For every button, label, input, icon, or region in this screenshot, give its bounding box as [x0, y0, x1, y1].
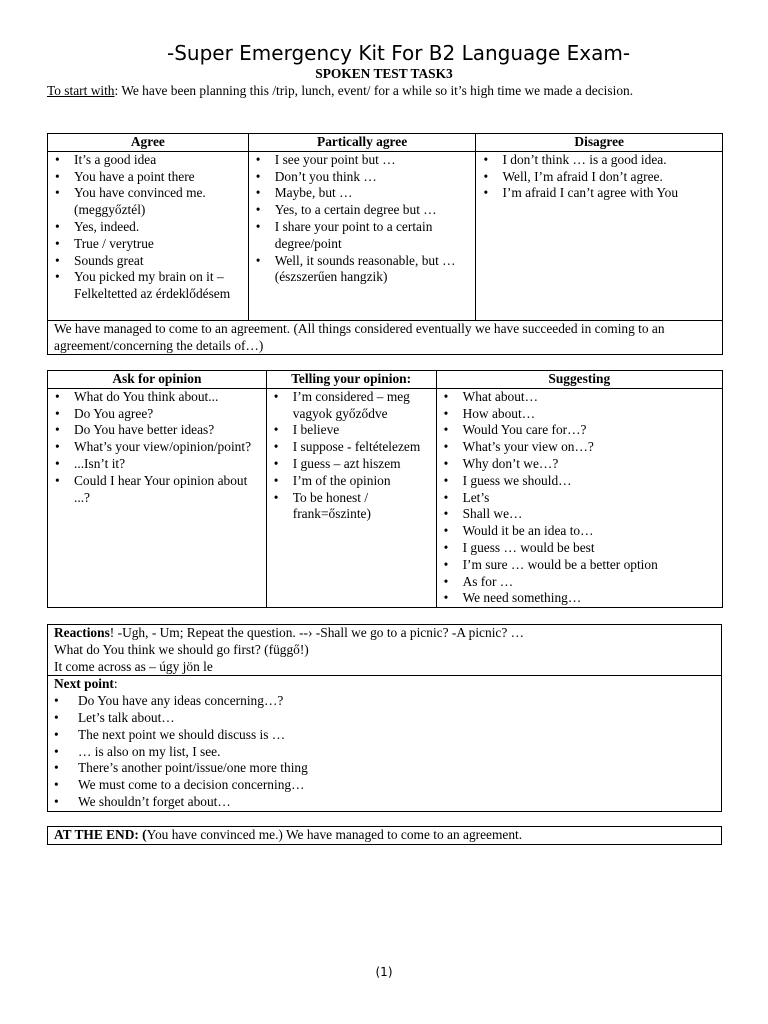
page-title: -Super Emergency Kit For B2 Language Exam- [167, 41, 631, 65]
list-item: • I’m considered – meg vagyok győződve [270, 389, 433, 423]
header-ask-for-opinion: Ask for opinion [48, 371, 267, 389]
list-item: • You picked my brain on it – Felkeltetted az érdeklődésem [51, 269, 245, 303]
agreement-table [47, 133, 723, 355]
list-item: • Why don’t we…? [440, 456, 719, 473]
list-item: • We need something… [440, 590, 719, 607]
list-item: • I don’t think … is a good idea. [479, 152, 719, 169]
list-item: • Do You agree? [51, 406, 263, 423]
list-item: • Sounds great [51, 253, 245, 270]
agreement-footer: We have managed to come to an agreement. (All things considered eventually we have succeeded in coming to an agreement/concerning the details of…) [48, 320, 723, 355]
list-item: • I see your point but … [252, 152, 473, 169]
list-item: • It’s a good idea [51, 152, 245, 169]
list-item: • The next point we should discuss is … [54, 727, 715, 744]
list-item: • We shouldn’t forget about… [54, 794, 715, 811]
list-item: • To be honest / frank=őszinte) [270, 490, 433, 524]
header-partially-agree: Partically agree [248, 134, 476, 152]
list-item: • Could I hear Your opinion about ...? [51, 473, 263, 507]
list-item: • We must come to a decision concerning… [54, 777, 715, 794]
next-point-heading: Next point: [54, 676, 118, 692]
list-item: • What’s your view/opinion/point? [51, 439, 263, 456]
partial-cell [248, 151, 476, 320]
list-item: • Do You have better ideas? [51, 422, 263, 439]
list-item: • Yes, to a certain degree but … [252, 202, 473, 219]
list-item: • You have convinced me. (meggyőztél) [51, 185, 245, 219]
reactions-line-3: It come across as – úgy jön le [54, 658, 213, 674]
header-suggesting: Suggesting [436, 371, 722, 389]
list-item: • What about… [440, 389, 719, 406]
list-item: • True / verytrue [51, 236, 245, 253]
page-number: (1) [375, 965, 393, 979]
reactions-line-2: What do You think we should go first? (függő!) [54, 641, 309, 657]
reactions-section [48, 625, 721, 675]
list-item: • I suppose - feltételezem [270, 439, 433, 456]
disagree-cell [476, 151, 723, 320]
list-item: • Shall we… [440, 506, 719, 523]
opinion-table [47, 370, 723, 608]
list-item: • What’s your view on…? [440, 439, 719, 456]
reactions-text: ! -Ugh, - Um; Repeat the question. --› -Shall we go to a picnic? -A picnic? … [109, 625, 525, 640]
list-item: • ...Isn’t it? [51, 456, 263, 473]
list-item: • What do You think about... [51, 389, 263, 406]
list-item: • Well, it sounds reasonable, but … (észszerűen hangzik) [252, 253, 473, 287]
list-item: • Let’s [440, 490, 719, 507]
list-item: • Would it be an idea to… [440, 523, 719, 540]
agree-cell [48, 151, 249, 320]
list-item: • I guess we should… [440, 473, 719, 490]
telling-cell [266, 388, 436, 607]
list-item: • Let’s talk about… [54, 710, 715, 727]
at-the-end-box [47, 826, 722, 845]
page-subtitle: SPOKEN TEST TASK3 [315, 66, 453, 81]
list-item: • Would You care for…? [440, 422, 719, 439]
intro-paragraph [47, 83, 727, 100]
reactions-line-1 [54, 625, 715, 642]
reactions-label: Reactions [54, 625, 110, 640]
list-item: • As for … [440, 574, 719, 591]
list-item: • You have a point there [51, 169, 245, 186]
list-item: • Do You have any ideas concerning…? [54, 693, 715, 710]
header-agree: Agree [48, 134, 249, 152]
list-item: • I guess – azt hiszem [270, 456, 433, 473]
list-item: • There’s another point/issue/one more thing [54, 760, 715, 777]
intro-label: To start with [47, 83, 115, 98]
intro-text: : We have been planning this /trip, lunch, event/ for a while so it’s high time we made a decision. [114, 83, 634, 98]
at-the-end-text: You have convinced me.) We have managed to come to an agreement. [146, 827, 523, 842]
next-point-label: Next point [54, 676, 114, 692]
next-point-section [48, 675, 721, 810]
list-item: • I’m of the opinion [270, 473, 433, 490]
suggesting-cell [436, 388, 722, 607]
list-item: • … is also on my list, I see. [54, 744, 715, 761]
list-item: • Maybe, but … [252, 185, 473, 202]
list-item: • Yes, indeed. [51, 219, 245, 236]
at-the-end-label: AT THE END: ( [54, 827, 147, 842]
list-item: • I share your point to a certain degree/point [252, 219, 473, 253]
list-item: • I’m sure … would be a better option [440, 557, 719, 574]
list-item: • Well, I’m afraid I don’t agree. [479, 169, 719, 186]
ask-cell [48, 388, 267, 607]
list-item: • I’m afraid I can’t agree with You [479, 185, 719, 202]
list-item: • Don’t you think … [252, 169, 473, 186]
list-item: • I believe [270, 422, 433, 439]
header-disagree: Disagree [476, 134, 723, 152]
header-telling-opinion: Telling your opinion: [266, 371, 436, 389]
reactions-box [47, 624, 722, 812]
list-item: • I guess … would be best [440, 540, 719, 557]
list-item: • How about… [440, 406, 719, 423]
